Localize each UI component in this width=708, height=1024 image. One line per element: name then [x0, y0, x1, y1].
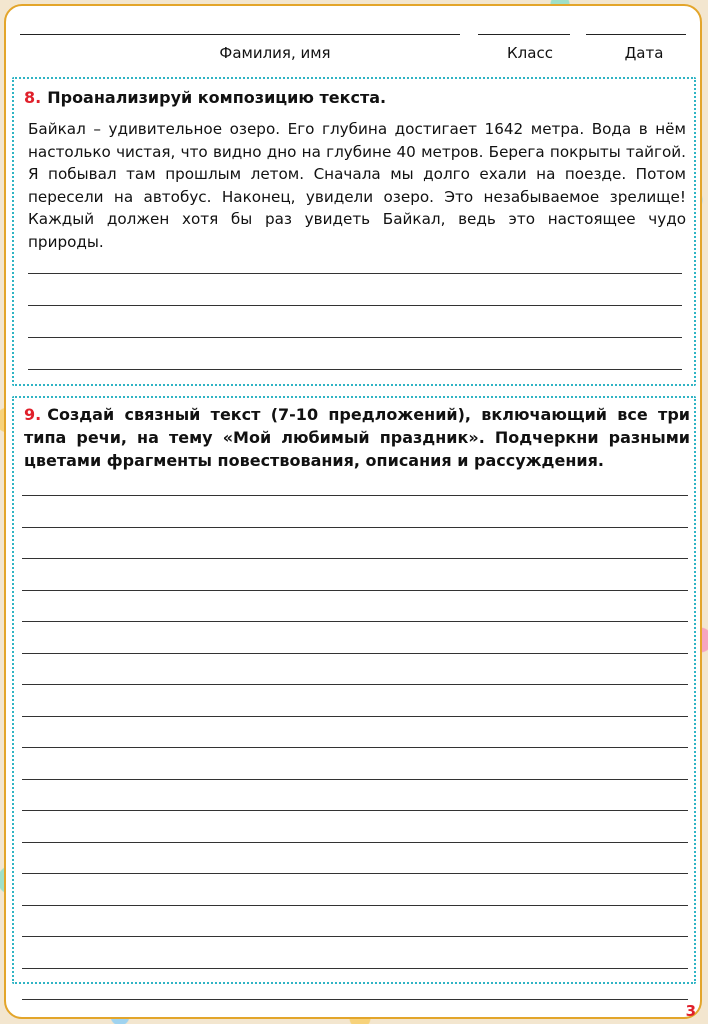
answer-line[interactable]	[22, 716, 688, 717]
answer-line[interactable]	[22, 905, 688, 906]
answer-line[interactable]	[22, 936, 688, 937]
task-9-title-text: Создай связный текст (7-10 предложений), включающий все три типа речи, на тему «Мой любимый праздник». Подчеркни разными цветами фрагменты повествования, описания и рассуждения.	[24, 405, 690, 470]
answer-line[interactable]	[22, 653, 688, 654]
name-label: Фамилия, имя	[219, 44, 331, 62]
class-line	[478, 34, 570, 35]
answer-line[interactable]	[22, 842, 688, 843]
class-label: Класс	[507, 44, 553, 62]
answer-line[interactable]	[22, 873, 688, 874]
answer-line[interactable]	[22, 684, 688, 685]
answer-line[interactable]	[22, 527, 688, 528]
task-8-text: Байкал – удивительное озеро. Его глубина достигает 1642 метра. Вода в нём настолько чистая, что видно дно на глубине 40 метров. Берега покрыты тайгой. Я побывал там прошлым летом. Сначала мы долго ехали на поезде. Потом пересели на автобус. Наконец, увидели озеро. Это незабываемое зрелище! Каждый должен хотя бы раз увидеть Байкал, ведь это настоящее чудо природы.	[28, 120, 686, 251]
answer-line[interactable]	[22, 779, 688, 780]
answer-line[interactable]	[28, 305, 682, 306]
task-8-number: 8.	[24, 88, 42, 107]
answer-line[interactable]	[22, 590, 688, 591]
answer-line[interactable]	[28, 273, 682, 274]
task-9-number: 9.	[24, 405, 42, 424]
answer-line[interactable]	[22, 558, 688, 559]
page-number: 3	[685, 1002, 696, 1020]
answer-line[interactable]	[28, 337, 682, 338]
task-8-title-text: Проанализируй композицию текста.	[47, 88, 387, 107]
answer-line[interactable]	[22, 968, 688, 969]
name-line	[20, 34, 460, 35]
answer-line[interactable]	[22, 621, 688, 622]
answer-line[interactable]	[22, 999, 688, 1000]
date-line	[586, 34, 686, 35]
task-9-title	[24, 403, 690, 472]
task-9-box	[12, 396, 696, 984]
date-label: Дата	[624, 44, 664, 62]
answer-line[interactable]	[22, 747, 688, 748]
answer-line[interactable]	[28, 369, 682, 370]
answer-line[interactable]	[22, 810, 688, 811]
answer-line[interactable]	[22, 495, 688, 496]
task-8-title	[24, 86, 684, 109]
